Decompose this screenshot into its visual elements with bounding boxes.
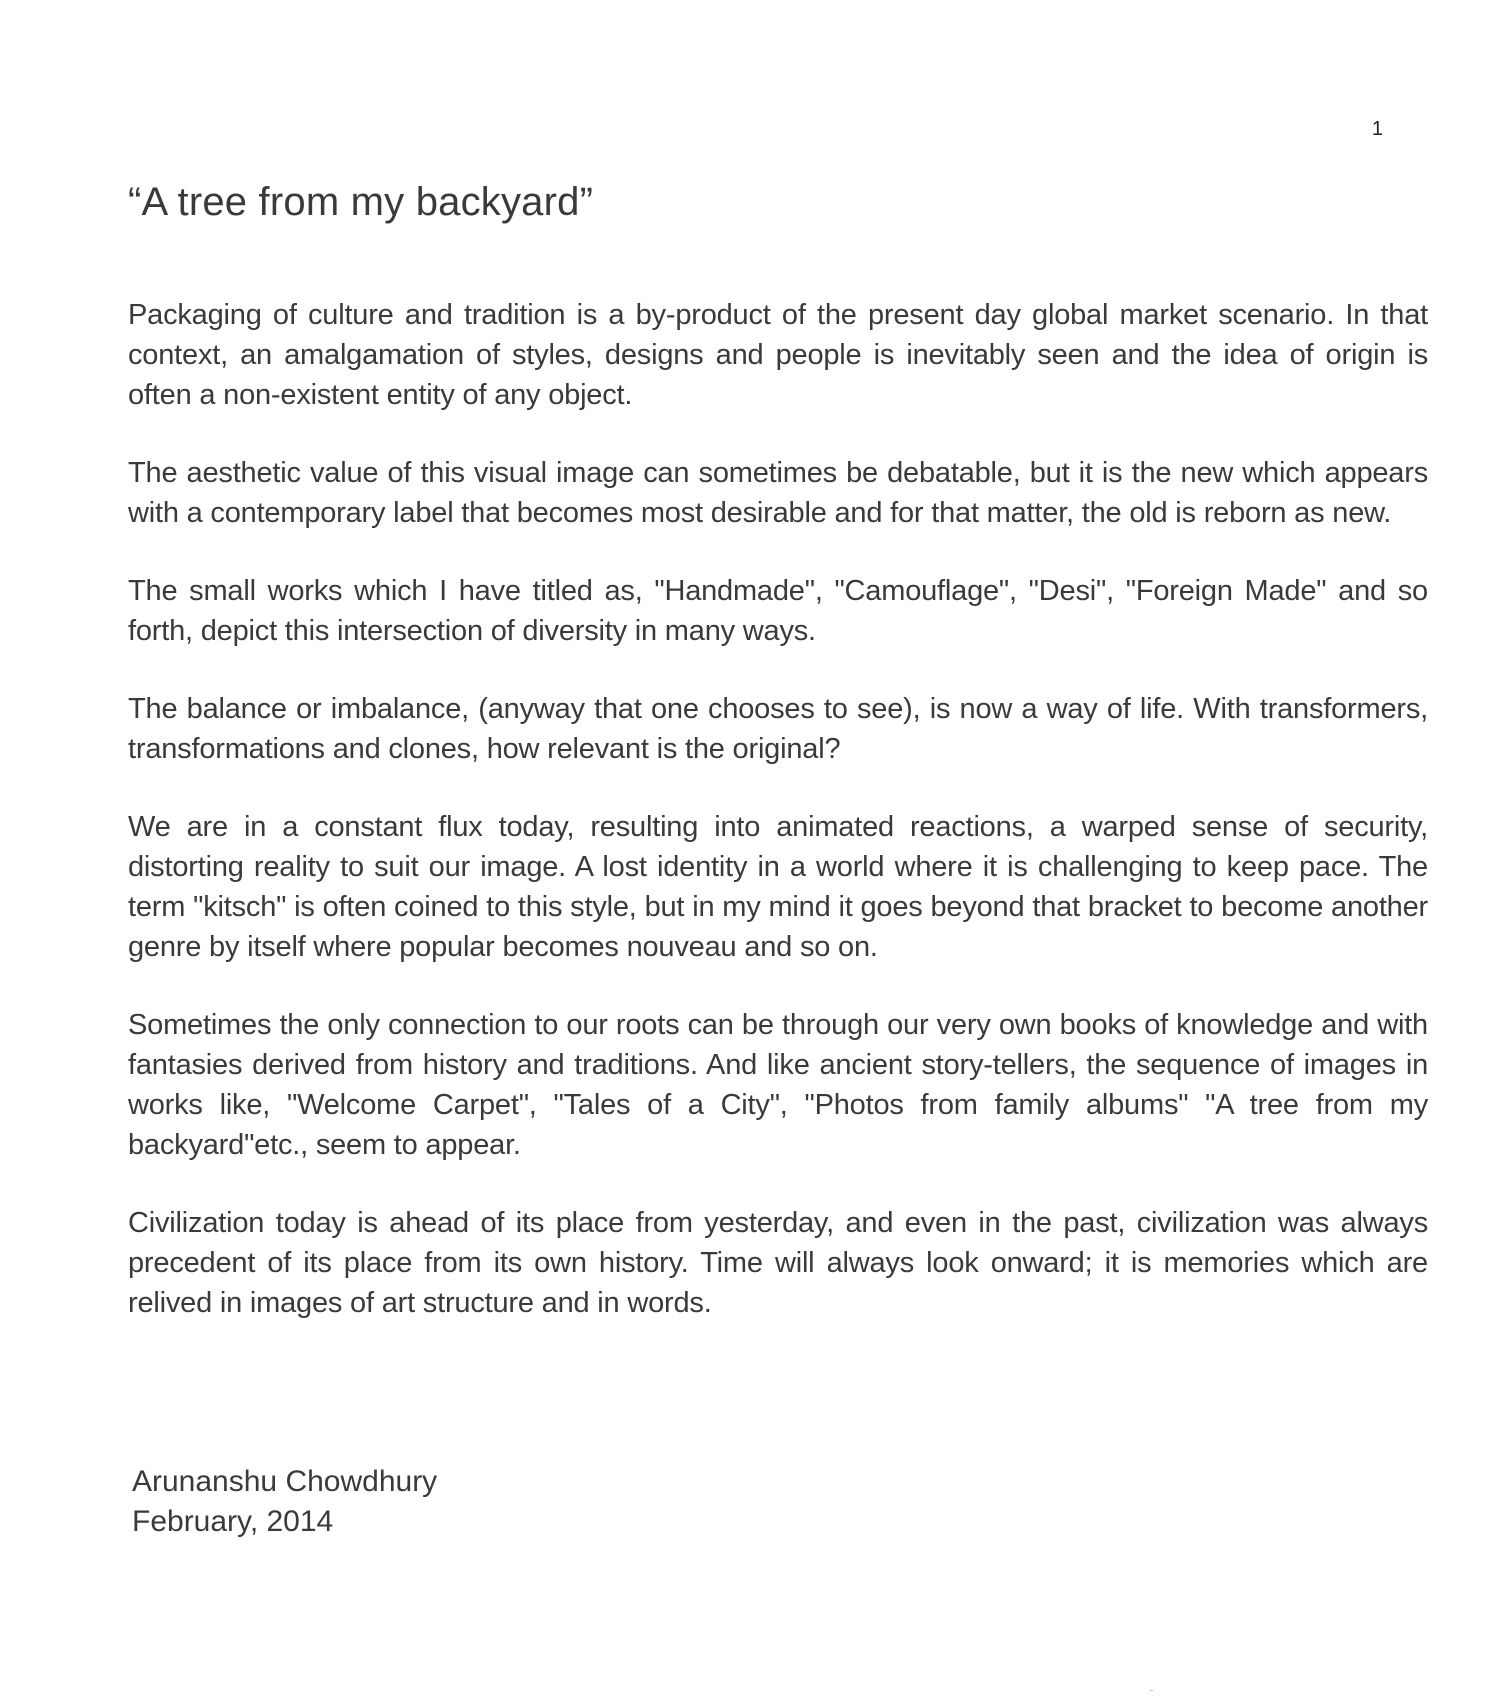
paragraph-1: Packaging of culture and tradition is a by-product of the present day global market scenario. In that context, an amalgamation of styles, designs and people is inevitably seen and the idea of origin is often a non-existent entity of any object. [128,299,1428,411]
paragraph-6: Sometimes the only connection to our roots can be through our very own books of knowledge and with fantasies derived from history and traditions. And like ancient story-tellers, the sequence of images in works like, "Welcome Carpet", "Tales of a City", "Photos from family albums" "A tree from my backyard"etc., seem to appear. [128,1009,1428,1161]
paragraph-3: The small works which I have titled as, "Handmade", "Camouflage", "Desi", "Foreign Made" and so forth, depict this intersection of diversity in many ways. [128,575,1428,647]
author-name: Arunanshu Chowdhury [132,1465,438,1498]
paragraph-4: The balance or imbalance, (anyway that one chooses to see), is now a way of life. With transformers, transformations and clones, how relevant is the original? [128,693,1428,765]
document-body [128,295,1428,1361]
signature-block [132,1462,437,1542]
paragraph-5: We are in a constant flux today, resulting into animated reactions, a warped sense of security, distorting reality to suit our image. A lost identity in a world where it is challenging to keep pace. The term "kitsch" is often coined to this style, but in my mind it goes beyond that bracket to become another genre by itself where popular becomes nouveau and so on. [128,811,1428,963]
page-number: 1 [1371,118,1383,140]
scan-speck [1150,1690,1153,1691]
paragraph-7: Civilization today is ahead of its place from yesterday, and even in the past, civilization was always precedent of its place from its own history. Time will always look onward; it is memories which are relived in images of art structure and in words. [128,1207,1428,1319]
signature-date: February, 2014 [132,1505,334,1538]
paragraph-2: The aesthetic value of this visual image can sometimes be debatable, but it is the new which appears with a contemporary label that becomes most desirable and for that matter, the old is reborn as new. [128,457,1428,529]
document-title: “A tree from my backyard” [128,180,594,224]
